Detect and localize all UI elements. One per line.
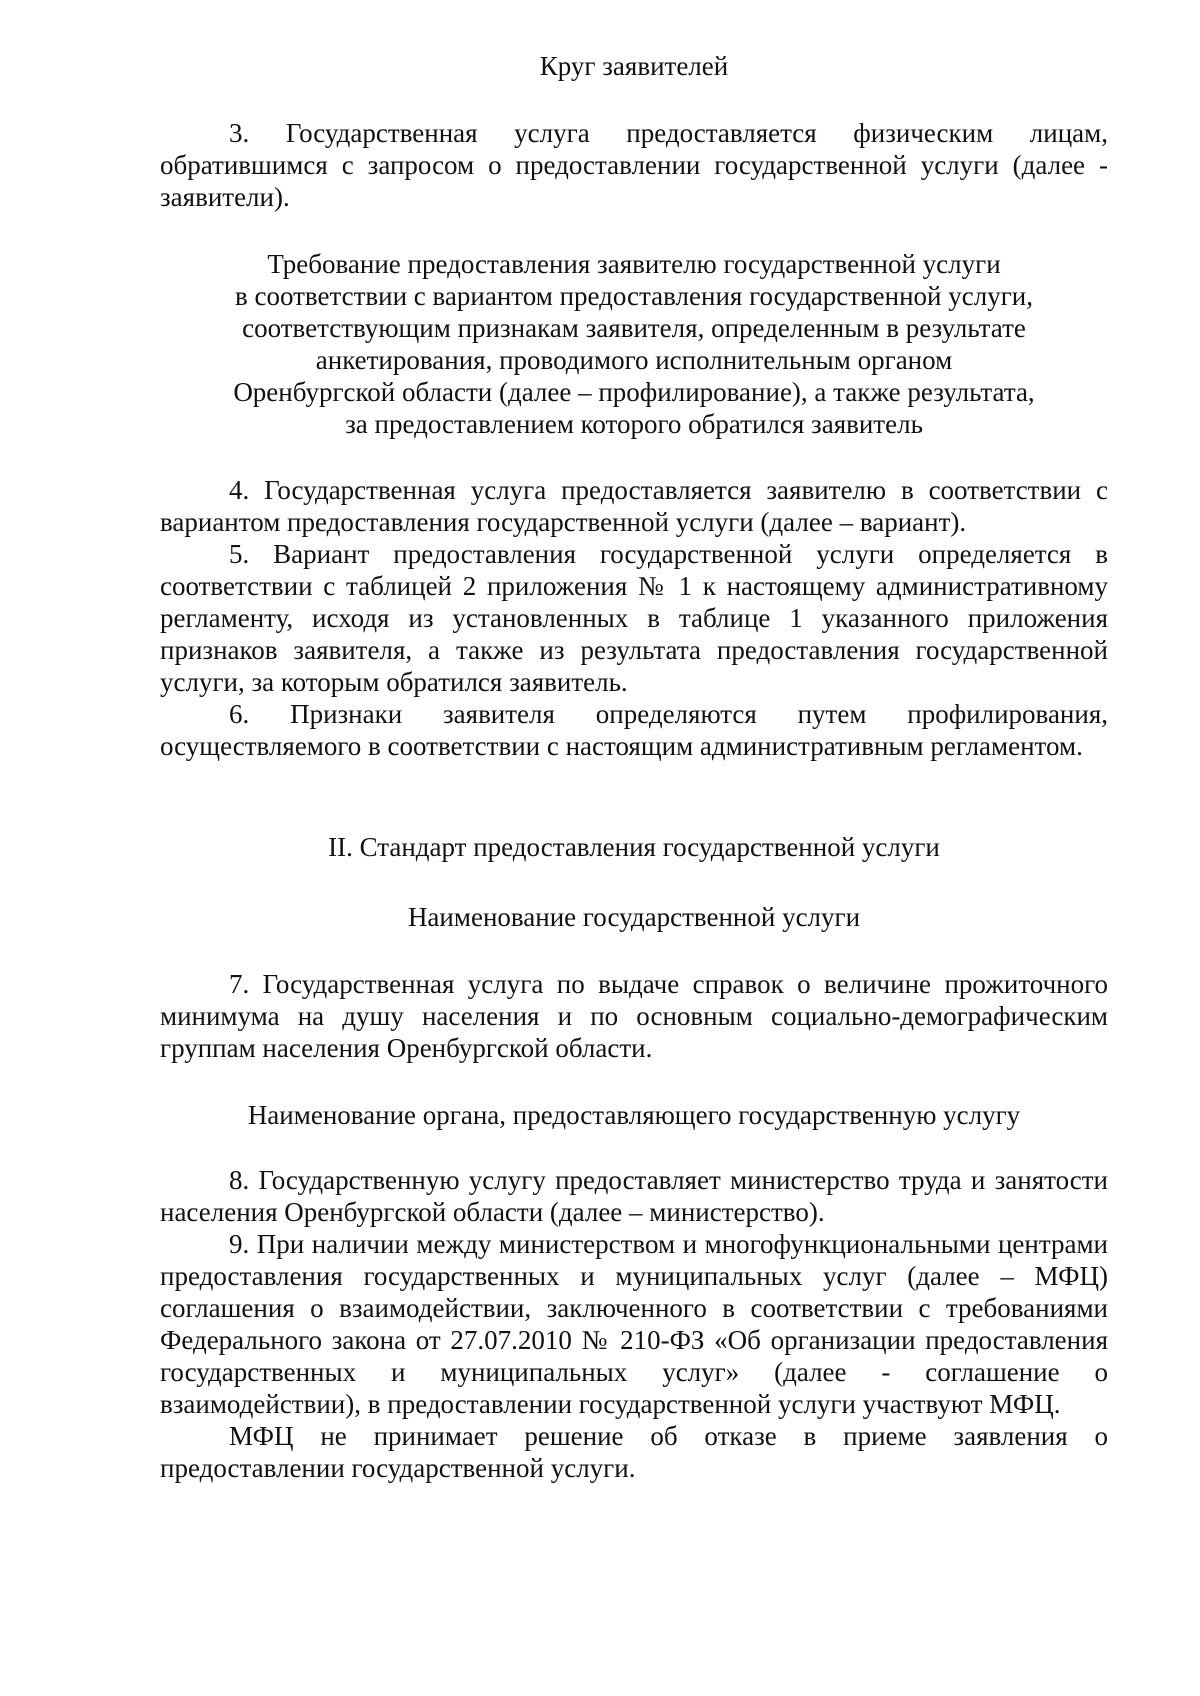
- applicants-heading-block: [160, 50, 1108, 82]
- paragraph-mfc: МФЦ не принимает решение об отказе в приеме заявления о предоставлении государственной услуги.: [160, 1421, 1108, 1483]
- paragraph-3-block: [160, 117, 1108, 213]
- paragraphs-8-mfc-block: [160, 1164, 1108, 1484]
- service-name-heading-block: [160, 901, 1108, 933]
- section-2-heading-block: [160, 831, 1108, 863]
- paragraph-7: 7. Государственная услуга по выдаче справок о величине прожиточного минимума на душу населения и по основным социально-демографическим группам населения Оренбургской области.: [160, 969, 1108, 1063]
- heading-requirement-line-2: в соответствии с вариантом предоставления государственной услуги,: [235, 281, 1033, 311]
- heading-authority: Наименование органа, предоставляющего государственную услугу: [247, 1100, 1021, 1130]
- paragraphs-4-6-block: [160, 474, 1108, 762]
- heading-requirement-line-1: Требование предоставления заявителю государственной услуги: [267, 249, 1001, 279]
- paragraph-8: 8. Государственную услугу предоставляет министерство труда и занятости населения Оренбургской области (далее – министерство).: [160, 1165, 1108, 1227]
- heading-section-2: II. Стандарт предоставления государственной услуги: [328, 832, 940, 862]
- heading-requirement-line-5: Оренбургской области (далее – профилирование), а также результата,: [233, 377, 1035, 407]
- paragraph-5: 5. Вариант предоставления государственной услуги определяется в соответствии с таблицей 2 приложения № 1 к настоящему административному регламенту, исходя из установленных в таблице 1 указанного приложения признаков заявителя, а также из результата предоставления государственной услуги, за которым обратился заявитель.: [160, 539, 1108, 697]
- heading-requirement-line-6: за предоставлением которого обратился заявитель: [345, 409, 923, 439]
- paragraph-9: 9. При наличии между министерством и многофункциональными центрами предоставления государственных и муниципальных услуг (далее – МФЦ) соглашения о взаимодействии, заключенного в соответствии с требованиями Федерального закона от 27.07.2010 № 210-ФЗ «Об организации предоставления государственных и муниципальных услуг» (далее - соглашение о взаимодействии), в предоставлении государственной услуги участвуют МФЦ.: [160, 1229, 1108, 1419]
- authority-heading-block: [160, 1099, 1108, 1131]
- heading-service-name: Наименование государственной услуги: [407, 902, 861, 932]
- paragraph-4: 4. Государственная услуга предоставляется заявителю в соответствии с вариантом предоставления государственной услуги (далее – вариант).: [160, 475, 1108, 537]
- heading-requirement-line-4: анкетирования, проводимого исполнительным органом: [315, 345, 953, 375]
- heading-applicants: Круг заявителей: [539, 51, 729, 81]
- heading-requirement-line-3: соответствующим признакам заявителя, определенным в результате: [242, 313, 1026, 343]
- paragraph-6: 6. Признаки заявителя определяются путем профилирования, осуществляемого в соответствии с настоящим административным регламентом.: [160, 699, 1108, 761]
- requirement-heading-block: [160, 248, 1108, 440]
- paragraph-7-block: [160, 968, 1108, 1064]
- paragraph-3: 3. Государственная услуга предоставляется физическим лицам, обратившимся с запросом о предоставлении государственной услуги (далее - заявители).: [160, 118, 1108, 212]
